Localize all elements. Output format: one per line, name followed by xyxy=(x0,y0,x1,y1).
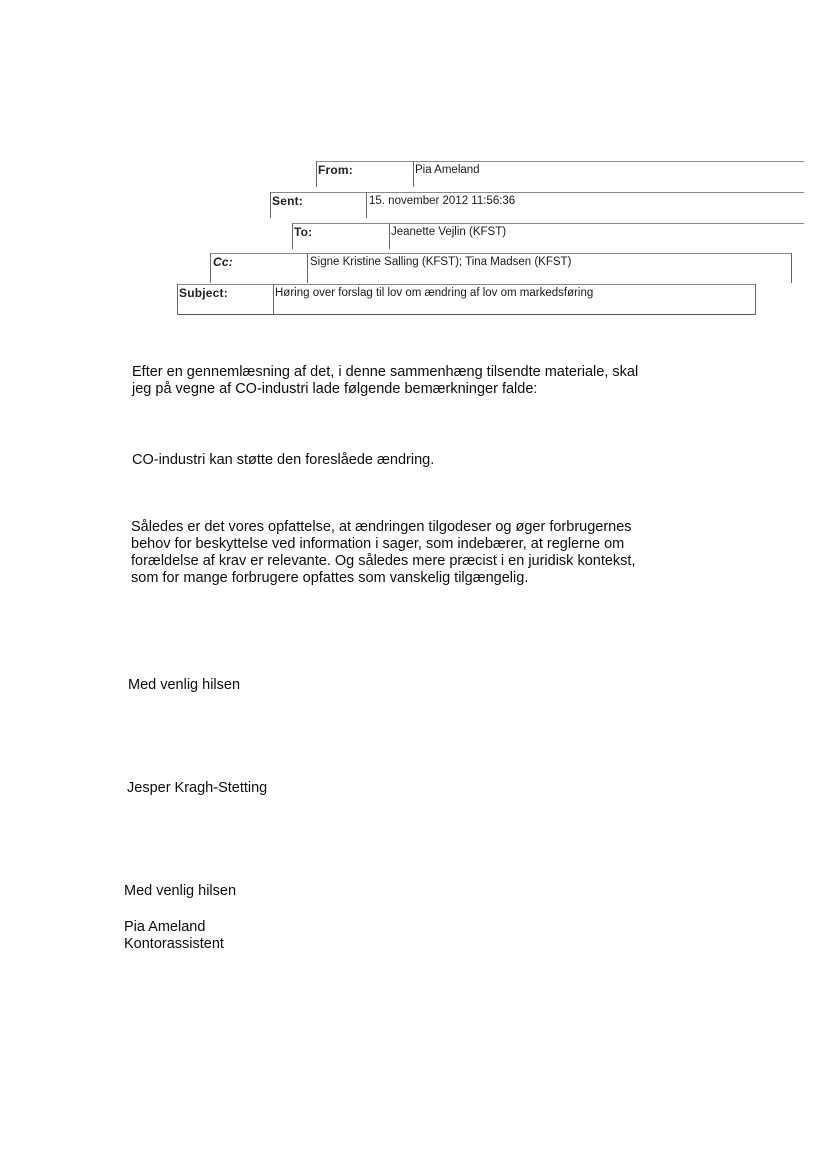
intro-line-2: jeg på vegne af CO-industri lade følgende bemærkninger falde: xyxy=(132,381,538,397)
to-row xyxy=(292,223,804,249)
subject-row-right-edge xyxy=(755,284,756,315)
to-row-divider xyxy=(292,223,293,249)
opinion-line-1: Således er det vores opfattelse, at ændringen tilgodeser og øger forbrugernes xyxy=(131,519,632,535)
to-row-line xyxy=(292,223,804,224)
subject-row xyxy=(177,284,756,315)
from-label: From: xyxy=(318,163,353,177)
subject-value-divider xyxy=(273,284,274,315)
from-value: Pia Ameland xyxy=(415,164,480,176)
cc-row xyxy=(210,253,792,283)
cc-value-divider xyxy=(307,253,308,283)
cc-label: Cc: xyxy=(213,255,233,269)
from-value-divider xyxy=(413,161,414,187)
sent-row xyxy=(270,192,804,218)
greeting-1: Med venlig hilsen xyxy=(128,677,241,693)
intro-paragraph xyxy=(132,364,638,398)
subject-label: Subject: xyxy=(179,286,228,300)
subject-value: Høring over forslag til lov om ændring af lov om markedsføring xyxy=(275,287,594,299)
signer-2-block xyxy=(124,919,224,953)
signer-2-title: Kontorassistent xyxy=(124,936,224,952)
sent-row-divider xyxy=(270,192,271,218)
greeting-2: Med venlig hilsen xyxy=(124,883,237,899)
from-row-line xyxy=(316,161,804,162)
cc-row-divider xyxy=(210,253,211,283)
from-row-divider xyxy=(316,161,317,187)
cc-row-right-edge xyxy=(791,253,792,283)
sent-value-divider xyxy=(366,192,367,218)
from-row xyxy=(316,161,804,187)
subject-row-bottom-line xyxy=(177,314,756,315)
sent-value: 15. november 2012 11:56:36 xyxy=(369,195,516,207)
support-statement: CO-industri kan støtte den foreslåede ændring. xyxy=(132,452,435,468)
intro-line-1: Efter en gennemlæsning af det, i denne sammenhæng tilsendte materiale, skal xyxy=(132,364,639,380)
subject-row-line xyxy=(177,284,756,285)
opinion-line-2: behov for beskyttelse ved information i sager, som indebærer, at reglerne om xyxy=(131,536,625,552)
sent-row-line xyxy=(270,192,804,193)
to-value: Jeanette Vejlin (KFST) xyxy=(391,226,507,238)
cc-value: Signe Kristine Salling (KFST); Tina Madsen (KFST) xyxy=(310,256,572,268)
to-value-divider xyxy=(389,223,390,249)
opinion-paragraph xyxy=(131,519,636,587)
to-label: To: xyxy=(294,225,313,239)
opinion-line-3: forældelse af krav er relevante. Og således mere præcist i en juridisk kontekst, xyxy=(131,553,636,569)
signer-2-name: Pia Ameland xyxy=(124,919,206,935)
sent-label: Sent: xyxy=(272,194,303,208)
signer-1-name: Jesper Kragh-Stetting xyxy=(127,780,268,796)
cc-row-line xyxy=(210,253,792,254)
opinion-line-4: som for mange forbrugere opfattes som vanskelig tilgængelig. xyxy=(131,570,529,586)
subject-row-divider xyxy=(177,284,178,315)
